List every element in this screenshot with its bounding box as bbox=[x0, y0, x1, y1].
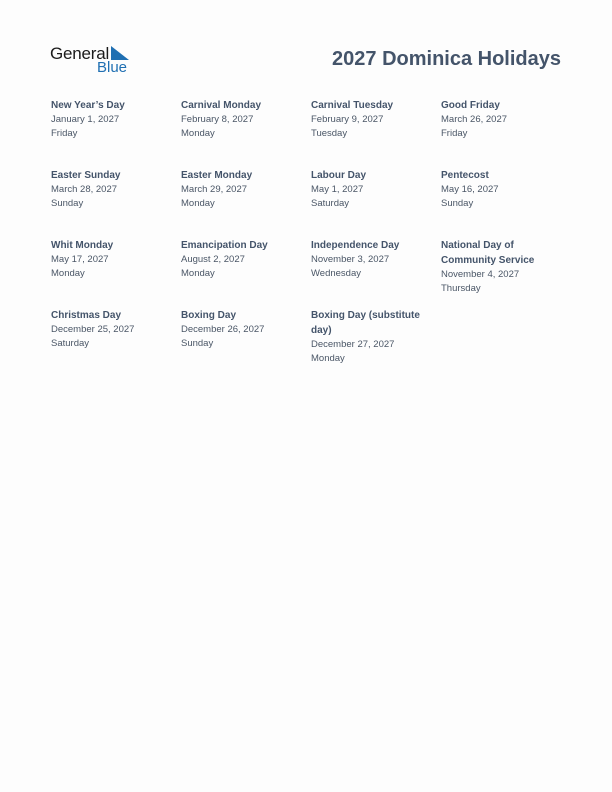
holiday-day: Saturday bbox=[311, 198, 350, 209]
holiday-name: Whit Monday bbox=[51, 240, 114, 251]
holiday-entry bbox=[311, 238, 441, 308]
holiday-entry bbox=[51, 238, 181, 308]
holiday-date: May 16, 2027 bbox=[441, 184, 499, 195]
holiday-date: May 17, 2027 bbox=[51, 254, 109, 265]
holiday-date: December 26, 2027 bbox=[181, 324, 265, 335]
holiday-day: Saturday bbox=[51, 338, 90, 349]
holiday-entry bbox=[181, 308, 311, 378]
holiday-date: March 28, 2027 bbox=[51, 184, 118, 195]
holiday-day: Friday bbox=[441, 128, 468, 139]
logo-word-blue: Blue bbox=[97, 59, 128, 76]
holiday-date: February 8, 2027 bbox=[181, 114, 254, 125]
holiday-day: Monday bbox=[181, 198, 215, 209]
holiday-name: Pentecost bbox=[441, 170, 489, 181]
holiday-name: Easter Sunday bbox=[51, 170, 121, 181]
holiday-day: Sunday bbox=[51, 198, 84, 209]
holiday-day: Wednesday bbox=[311, 268, 361, 279]
holiday-day: Thursday bbox=[441, 283, 481, 294]
holiday-date: January 1, 2027 bbox=[51, 114, 120, 125]
holiday-day: Monday bbox=[181, 128, 215, 139]
holiday-date: December 25, 2027 bbox=[51, 324, 135, 335]
holiday-day: Sunday bbox=[181, 338, 214, 349]
holiday-name: Carnival Monday bbox=[181, 100, 262, 111]
holiday-date: August 2, 2027 bbox=[181, 254, 245, 265]
holiday-date: March 29, 2027 bbox=[181, 184, 248, 195]
holiday-date: March 26, 2027 bbox=[441, 114, 508, 125]
holiday-entry bbox=[311, 98, 441, 168]
holiday-name: Good Friday bbox=[441, 100, 500, 111]
holiday-name: Emancipation Day bbox=[181, 240, 268, 251]
holiday-name: Christmas Day bbox=[51, 310, 122, 321]
holiday-day: Monday bbox=[181, 268, 215, 279]
holiday-name: Easter Monday bbox=[181, 170, 253, 181]
holiday-name: Independence Day bbox=[311, 240, 400, 251]
holiday-name: National Day of Community Service bbox=[441, 240, 535, 266]
holiday-date: February 9, 2027 bbox=[311, 114, 384, 125]
holiday-name: Labour Day bbox=[311, 170, 367, 181]
holiday-entry bbox=[441, 168, 571, 238]
page-title: 2027 Dominica Holidays bbox=[332, 48, 561, 70]
holiday-date: November 3, 2027 bbox=[311, 254, 390, 265]
holiday-day: Sunday bbox=[441, 198, 474, 209]
holiday-name: Carnival Tuesday bbox=[311, 100, 394, 111]
holiday-day: Monday bbox=[51, 268, 85, 279]
holiday-date: November 4, 2027 bbox=[441, 269, 520, 280]
holiday-day: Tuesday bbox=[311, 128, 348, 139]
holiday-entry bbox=[51, 98, 181, 168]
generalblue-logo bbox=[50, 44, 140, 78]
holiday-grid bbox=[51, 98, 573, 378]
holiday-entry bbox=[181, 98, 311, 168]
holiday-entry bbox=[51, 168, 181, 238]
holiday-date: May 1, 2027 bbox=[311, 184, 364, 195]
holiday-name: Boxing Day bbox=[181, 310, 237, 321]
holiday-entry bbox=[311, 308, 441, 378]
holiday-entry bbox=[311, 168, 441, 238]
holiday-entry bbox=[181, 238, 311, 308]
holiday-day: Monday bbox=[311, 353, 345, 364]
logo-flag-icon bbox=[111, 46, 129, 60]
holiday-entry bbox=[441, 98, 571, 168]
holiday-date: December 27, 2027 bbox=[311, 339, 395, 350]
logo-word-general: General bbox=[50, 44, 110, 63]
holiday-entry bbox=[181, 168, 311, 238]
holiday-day: Friday bbox=[51, 128, 78, 139]
holiday-entry bbox=[51, 308, 181, 378]
holiday-name: New Year’s Day bbox=[51, 100, 125, 111]
holiday-name: Boxing Day (substitute day) bbox=[311, 310, 420, 336]
holiday-entry bbox=[441, 238, 571, 308]
